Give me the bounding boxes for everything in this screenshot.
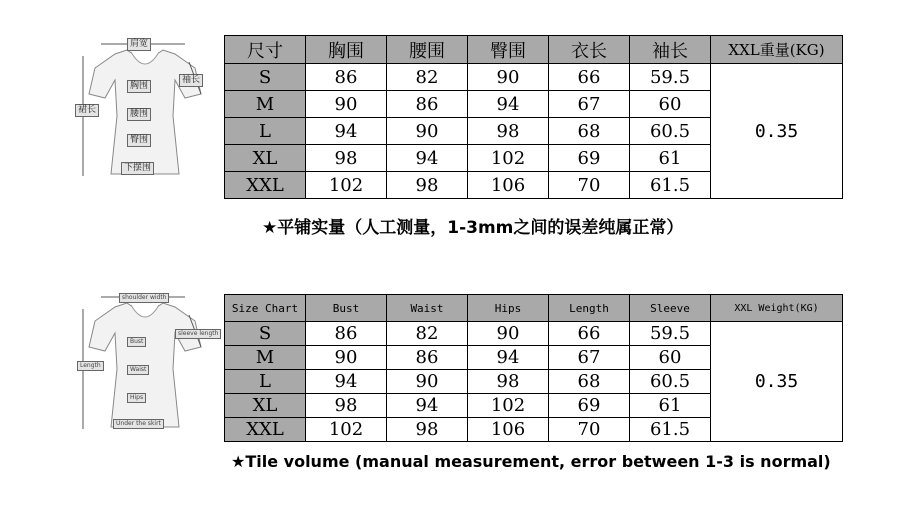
size-cell: XXL (225, 172, 306, 199)
sleeve-label: sleeve length (175, 329, 221, 339)
waist-label: 腰围 (127, 108, 151, 121)
table-cell: 90 (468, 64, 549, 91)
table-cell: 68 (549, 118, 630, 145)
table-cell: 98 (468, 370, 549, 394)
table-cell: 61.5 (630, 172, 711, 199)
table-header-row (225, 36, 843, 64)
table-cell: 70 (549, 172, 630, 199)
table-cell: 59.5 (630, 64, 711, 91)
bust-label: 胸围 (127, 80, 151, 93)
size-cell: M (225, 346, 306, 370)
size-cell: L (225, 118, 306, 145)
table-cell: 94 (306, 118, 387, 145)
table-cell: 60 (630, 91, 711, 118)
table-cell: 60 (630, 346, 711, 370)
weight-value: 0.35 (711, 64, 843, 199)
table-cell: 66 (549, 64, 630, 91)
header-weight: XXL重量(KG) (711, 36, 843, 64)
size-cell: XL (225, 145, 306, 172)
header-size: 尺寸 (225, 36, 306, 64)
shoulder-label: 肩宽 (127, 38, 151, 51)
table-cell: 94 (387, 145, 468, 172)
table-cell: 98 (387, 172, 468, 199)
size-table (224, 35, 843, 199)
header-bust: Bust (306, 295, 387, 322)
table-row (225, 64, 843, 91)
table-cell: 106 (468, 418, 549, 442)
table-cell: 61 (630, 145, 711, 172)
table-cell: 102 (306, 172, 387, 199)
table-cell: 82 (387, 64, 468, 91)
table-row (225, 322, 843, 346)
table-cell: 70 (549, 418, 630, 442)
header-hips: 臀围 (468, 36, 549, 64)
hem-label: Under the skirt (113, 419, 164, 429)
table-cell: 82 (387, 322, 468, 346)
size-cell: XXL (225, 418, 306, 442)
weight-value: 0.35 (711, 322, 843, 442)
table-cell: 69 (549, 394, 630, 418)
header-waist: 腰围 (387, 36, 468, 64)
size-cell: M (225, 91, 306, 118)
size-cell: L (225, 370, 306, 394)
table-cell: 68 (549, 370, 630, 394)
table-cell: 90 (306, 91, 387, 118)
table-header-row (225, 295, 843, 322)
header-sleeve: Sleeve (630, 295, 711, 322)
table-cell: 90 (468, 322, 549, 346)
table-cell: 94 (387, 394, 468, 418)
table-cell: 98 (387, 418, 468, 442)
table-cell: 98 (306, 394, 387, 418)
table-cell: 102 (468, 145, 549, 172)
header-length: Length (549, 295, 630, 322)
table-cell: 90 (387, 118, 468, 145)
dress-measurement-diagram (75, 36, 215, 181)
size-cell: S (225, 322, 306, 346)
table-cell: 94 (468, 91, 549, 118)
table-cell: 61.5 (630, 418, 711, 442)
table-cell: 86 (387, 91, 468, 118)
table-cell: 66 (549, 322, 630, 346)
sleeve-label: 袖长 (179, 74, 203, 87)
length-label: 裙长 (75, 104, 99, 117)
bust-label: Bust (127, 337, 146, 347)
table-cell: 98 (468, 118, 549, 145)
waist-label: Waist (127, 365, 149, 375)
table-cell: 90 (306, 346, 387, 370)
dress-measurement-diagram (75, 289, 219, 434)
table-cell: 86 (306, 64, 387, 91)
header-sleeve: 袖长 (630, 36, 711, 64)
table-cell: 60.5 (630, 118, 711, 145)
header-hips: Hips (468, 295, 549, 322)
hips-label: 臀围 (127, 134, 151, 147)
shoulder-label: shoulder width (119, 293, 169, 303)
size-cell: S (225, 64, 306, 91)
table-cell: 98 (306, 145, 387, 172)
table-cell: 61 (630, 394, 711, 418)
hem-label: 下摆围 (121, 162, 154, 175)
table-cell: 67 (549, 346, 630, 370)
table-cell: 102 (468, 394, 549, 418)
header-bust: 胸围 (306, 36, 387, 64)
header-size: Size Chart (225, 295, 306, 322)
table-cell: 106 (468, 172, 549, 199)
table-cell: 59.5 (630, 322, 711, 346)
table-cell: 94 (306, 370, 387, 394)
size-table (224, 294, 843, 442)
table-cell: 86 (306, 322, 387, 346)
table-cell: 94 (468, 346, 549, 370)
measurement-note: ★Tile volume (manual measurement, error between 1-3 is normal) (231, 452, 831, 471)
length-label: Length (77, 361, 104, 371)
hips-label: Hips (127, 393, 146, 403)
table-cell: 86 (387, 346, 468, 370)
measurement-note: ★平铺实量（人工测量，1-3mm之间的误差纯属正常） (262, 218, 684, 238)
table-cell: 69 (549, 145, 630, 172)
table-cell: 102 (306, 418, 387, 442)
table-cell: 60.5 (630, 370, 711, 394)
header-weight: XXL Weight(KG) (711, 295, 843, 322)
header-length: 衣长 (549, 36, 630, 64)
table-cell: 90 (387, 370, 468, 394)
table-cell: 67 (549, 91, 630, 118)
size-cell: XL (225, 394, 306, 418)
header-waist: Waist (387, 295, 468, 322)
